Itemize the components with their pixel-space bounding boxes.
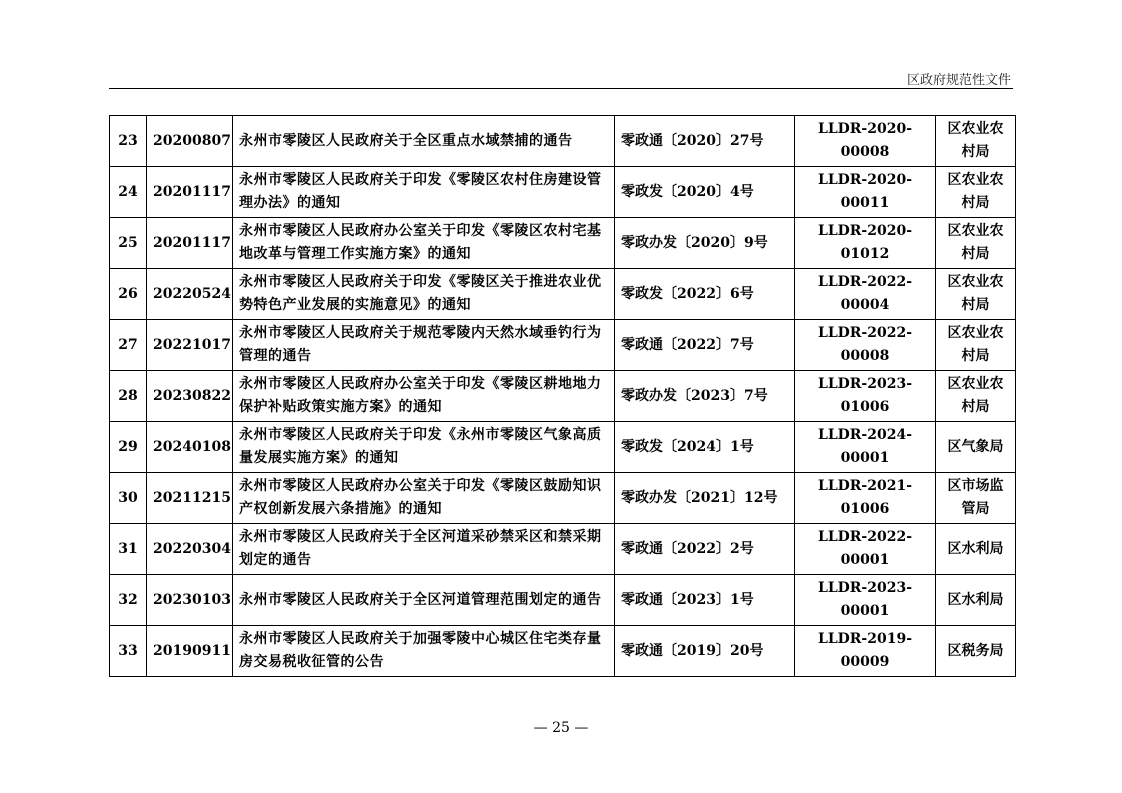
cell-department: 区农业农村局 bbox=[936, 167, 1016, 218]
cell-title: 永州市零陵区人民政府关于印发《零陵区农村住房建设管理办法》的通知 bbox=[233, 167, 615, 218]
table-row bbox=[110, 422, 1016, 473]
cell-department: 区水利局 bbox=[936, 575, 1016, 626]
cell-date: 20220524 bbox=[147, 269, 233, 320]
cell-title: 永州市零陵区人民政府关于全区河道管理范围划定的通告 bbox=[233, 575, 615, 626]
cell-title: 永州市零陵区人民政府关于规范零陵内天然水域垂钓行为管理的通告 bbox=[233, 320, 615, 371]
table-row bbox=[110, 524, 1016, 575]
cell-document-number: 零政办发〔2020〕9号 bbox=[615, 218, 795, 269]
cell-document-number: 零政通〔2022〕7号 bbox=[615, 320, 795, 371]
cell-date: 20201117 bbox=[147, 167, 233, 218]
cell-registration-code: LLDR-2023-00001 bbox=[795, 575, 936, 626]
cell-registration-code: LLDR-2019-00009 bbox=[795, 626, 936, 677]
table-row bbox=[110, 371, 1016, 422]
cell-date: 20221017 bbox=[147, 320, 233, 371]
cell-registration-code: LLDR-2020-00011 bbox=[795, 167, 936, 218]
cell-department: 区农业农村局 bbox=[936, 116, 1016, 167]
cell-document-number: 零政通〔2019〕20号 bbox=[615, 626, 795, 677]
cell-number: 28 bbox=[110, 371, 147, 422]
cell-number: 27 bbox=[110, 320, 147, 371]
table-row bbox=[110, 626, 1016, 677]
cell-document-number: 零政通〔2020〕27号 bbox=[615, 116, 795, 167]
table-body bbox=[110, 116, 1016, 677]
cell-document-number: 零政发〔2024〕1号 bbox=[615, 422, 795, 473]
cell-date: 20190911 bbox=[147, 626, 233, 677]
cell-date: 20240108 bbox=[147, 422, 233, 473]
cell-number: 23 bbox=[110, 116, 147, 167]
cell-title: 永州市零陵区人民政府关于全区河道采砂禁采区和禁采期划定的通告 bbox=[233, 524, 615, 575]
cell-date: 20220304 bbox=[147, 524, 233, 575]
cell-document-number: 零政办发〔2023〕7号 bbox=[615, 371, 795, 422]
cell-document-number: 零政通〔2022〕2号 bbox=[615, 524, 795, 575]
cell-registration-code: LLDR-2020-00008 bbox=[795, 116, 936, 167]
cell-department: 区税务局 bbox=[936, 626, 1016, 677]
cell-registration-code: LLDR-2020-01012 bbox=[795, 218, 936, 269]
cell-number: 24 bbox=[110, 167, 147, 218]
cell-title: 永州市零陵区人民政府关于印发《永州市零陵区气象高质量发展实施方案》的通知 bbox=[233, 422, 615, 473]
page-number: — 25 — bbox=[533, 720, 589, 736]
cell-department: 区农业农村局 bbox=[936, 218, 1016, 269]
table-row bbox=[110, 575, 1016, 626]
cell-number: 30 bbox=[110, 473, 147, 524]
cell-registration-code: LLDR-2022-00001 bbox=[795, 524, 936, 575]
cell-date: 20201117 bbox=[147, 218, 233, 269]
cell-title: 永州市零陵区人民政府办公室关于印发《零陵区耕地地力保护补贴政策实施方案》的通知 bbox=[233, 371, 615, 422]
cell-number: 26 bbox=[110, 269, 147, 320]
cell-number: 25 bbox=[110, 218, 147, 269]
cell-department: 区气象局 bbox=[936, 422, 1016, 473]
cell-title: 永州市零陵区人民政府关于加强零陵中心城区住宅类存量房交易税收征管的公告 bbox=[233, 626, 615, 677]
table-row bbox=[110, 116, 1016, 167]
cell-number: 29 bbox=[110, 422, 147, 473]
cell-department: 区水利局 bbox=[936, 524, 1016, 575]
cell-title: 永州市零陵区人民政府办公室关于印发《零陵区鼓励知识产权创新发展六条措施》的通知 bbox=[233, 473, 615, 524]
cell-registration-code: LLDR-2024-00001 bbox=[795, 422, 936, 473]
cell-registration-code: LLDR-2022-00004 bbox=[795, 269, 936, 320]
cell-department: 区农业农村局 bbox=[936, 320, 1016, 371]
cell-date: 20230822 bbox=[147, 371, 233, 422]
cell-title: 永州市零陵区人民政府关于印发《零陵区关于推进农业优势特色产业发展的实施意见》的通知 bbox=[233, 269, 615, 320]
cell-date: 20211215 bbox=[147, 473, 233, 524]
cell-title: 永州市零陵区人民政府办公室关于印发《零陵区农村宅基地改革与管理工作实施方案》的通知 bbox=[233, 218, 615, 269]
cell-registration-code: LLDR-2021-01006 bbox=[795, 473, 936, 524]
cell-department: 区农业农村局 bbox=[936, 371, 1016, 422]
cell-date: 20200807 bbox=[147, 116, 233, 167]
table-row bbox=[110, 269, 1016, 320]
cell-number: 33 bbox=[110, 626, 147, 677]
cell-registration-code: LLDR-2023-01006 bbox=[795, 371, 936, 422]
regulation-table bbox=[109, 115, 1016, 677]
cell-document-number: 零政办发〔2021〕12号 bbox=[615, 473, 795, 524]
cell-registration-code: LLDR-2022-00008 bbox=[795, 320, 936, 371]
cell-department: 区市场监管局 bbox=[936, 473, 1016, 524]
cell-document-number: 零政通〔2023〕1号 bbox=[615, 575, 795, 626]
table-row bbox=[110, 320, 1016, 371]
header-divider bbox=[109, 88, 1013, 89]
cell-department: 区农业农村局 bbox=[936, 269, 1016, 320]
cell-number: 31 bbox=[110, 524, 147, 575]
running-header: 区政府规范性文件 bbox=[906, 73, 1011, 88]
cell-document-number: 零政发〔2022〕6号 bbox=[615, 269, 795, 320]
cell-document-number: 零政发〔2020〕4号 bbox=[615, 167, 795, 218]
table-row bbox=[110, 473, 1016, 524]
cell-date: 20230103 bbox=[147, 575, 233, 626]
cell-title: 永州市零陵区人民政府关于全区重点水域禁捕的通告 bbox=[233, 116, 615, 167]
table-row bbox=[110, 167, 1016, 218]
table-row bbox=[110, 218, 1016, 269]
cell-number: 32 bbox=[110, 575, 147, 626]
